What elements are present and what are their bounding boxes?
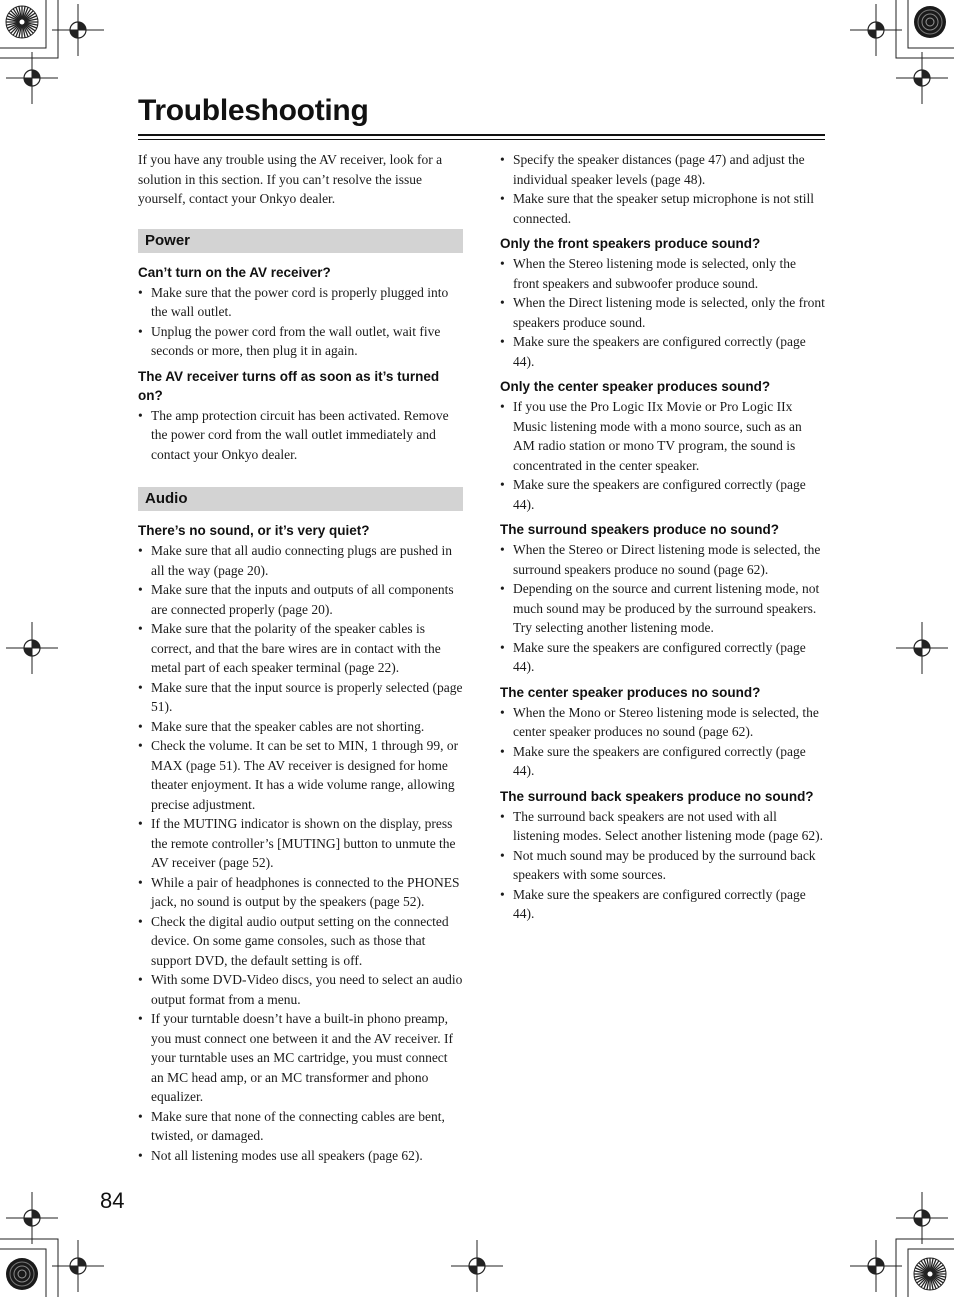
answer-list: [138, 541, 463, 1165]
title-rule-thin: [138, 139, 825, 140]
question-heading: The surround speakers produce no sound?: [500, 522, 780, 537]
list-item: • Make sure the speakers are configured correctly (page 44).: [500, 638, 825, 677]
answer-list: [500, 540, 825, 677]
question-heading: Only the center speaker produces sound?: [500, 379, 771, 394]
list-item: • The amp protection circuit has been activated. Remove the power cord from the wall outlet immediately and contact your Onkyo dealer.: [138, 406, 463, 465]
list-item: • Make sure the speakers are configured correctly (page 44).: [500, 332, 825, 371]
answer-list: [500, 703, 825, 781]
list-item: • While a pair of headphones is connected to the PHONES jack, no sound is output by the speakers (page 52).: [138, 873, 463, 912]
question-heading: Only the front speakers produce sound?: [500, 236, 761, 251]
list-item: • The surround back speakers are not used with all listening modes. Select another listening mode (page 62).: [500, 807, 825, 846]
question-heading: There’s no sound, or it’s very quiet?: [138, 523, 370, 538]
list-item: • Make sure that all audio connecting plugs are pushed in all the way (page 20).: [138, 541, 463, 580]
list-item: • Make sure that the speaker cables are not shorting.: [138, 717, 463, 737]
list-item: • Make sure that the input source is properly selected (page 51).: [138, 678, 463, 717]
list-item: • With some DVD-Video discs, you need to select an audio output format from a menu.: [138, 970, 463, 1009]
left-column: [138, 150, 463, 1165]
page-title: Troubleshooting: [138, 94, 369, 127]
answer-list: [500, 807, 825, 924]
list-item: • Make sure that the inputs and outputs of all components are connected properly (page 20).: [138, 580, 463, 619]
answer-list: [500, 254, 825, 371]
list-item: • Make sure that none of the connecting cables are bent, twisted, or damaged.: [138, 1107, 463, 1146]
list-item: • When the Stereo or Direct listening mode is selected, the surround speakers produce no sound (page 62).: [500, 540, 825, 579]
answer-list: [138, 283, 463, 361]
answer-list-continued: [500, 150, 825, 228]
page-number: 84: [100, 1188, 125, 1213]
list-item: • Make sure the speakers are configured correctly (page 44).: [500, 742, 825, 781]
list-item: • Not much sound may be produced by the surround back speakers with some sources.: [500, 846, 825, 885]
list-item: • Check the digital audio output setting on the connected device. On some game consoles, such as those that support DVD, the default setting is off.: [138, 912, 463, 971]
list-item: • Make sure the speakers are configured correctly (page 44).: [500, 475, 825, 514]
list-item: • Make sure that the power cord is properly plugged into the wall outlet.: [138, 283, 463, 322]
list-item: • Unplug the power cord from the wall outlet, wait five seconds or more, then plug it in again.: [138, 322, 463, 361]
list-item: • Make sure that the polarity of the speaker cables is correct, and that the bare wires are in contact with the metal part of each speaker terminal (page 22).: [138, 619, 463, 678]
list-item: • If your turntable doesn’t have a built-in phono preamp, you must connect one between it and the AV receiver. If your turntable uses an MC cartridge, you must connect an MC head amp, or an MC transformer and phono equalizer.: [138, 1009, 463, 1107]
list-item: • If the MUTING indicator is shown on the display, press the remote controller’s [MUTING] button to unmute the AV receiver (page 52).: [138, 814, 463, 873]
section-power: [138, 229, 463, 465]
question-heading: The surround back speakers produce no sound?: [500, 788, 814, 804]
list-item: • Check the volume. It can be set to MIN, 1 through 99, or MAX (page 51). The AV receiver is designed for home theater enjoyment. It has a wide volume range, allowing precise adjustment.: [138, 736, 463, 814]
section-heading-audio: Audio: [138, 487, 463, 511]
intro-paragraph: If you have any trouble using the AV receiver, look for a solution in this section. If you can’t resolve the issue yourself, contact your Onkyo dealer.: [138, 152, 443, 206]
list-item: • When the Mono or Stereo listening mode is selected, the center speaker produces no sound (page 62).: [500, 703, 825, 742]
question-heading: Can’t turn on the AV receiver?: [138, 264, 331, 280]
list-item: • Depending on the source and current listening mode, not much sound may be produced by the surround speakers. Try selecting another listening mode.: [500, 579, 825, 638]
list-item: • If you use the Pro Logic IIx Movie or Pro Logic IIx Music listening mode with a mono source, such as an AM radio station or mono TV program, the sound is concentrated in the center speaker.: [500, 397, 825, 475]
question-heading: The center speaker produces no sound?: [500, 684, 761, 700]
list-item: • When the Stereo listening mode is selected, only the front speakers and subwoofer produce sound.: [500, 254, 825, 293]
list-item: • Make sure the speakers are configured correctly (page 44).: [500, 885, 825, 924]
list-item: • Not all listening modes use all speakers (page 62).: [138, 1146, 463, 1166]
right-column: [500, 150, 825, 924]
question-heading: The AV receiver turns off as soon as it’s turned on?: [138, 368, 440, 403]
section-audio: [138, 487, 463, 1165]
title-rule: [138, 134, 825, 136]
section-heading-power: Power: [138, 229, 463, 253]
answer-list: [500, 397, 825, 514]
list-item: • Make sure that the speaker setup microphone is not still connected.: [500, 189, 825, 228]
answer-list: [138, 406, 463, 465]
list-item: • When the Direct listening mode is selected, only the front speakers produce sound.: [500, 293, 825, 332]
list-item: • Specify the speaker distances (page 47) and adjust the individual speaker levels (page 48).: [500, 150, 825, 189]
